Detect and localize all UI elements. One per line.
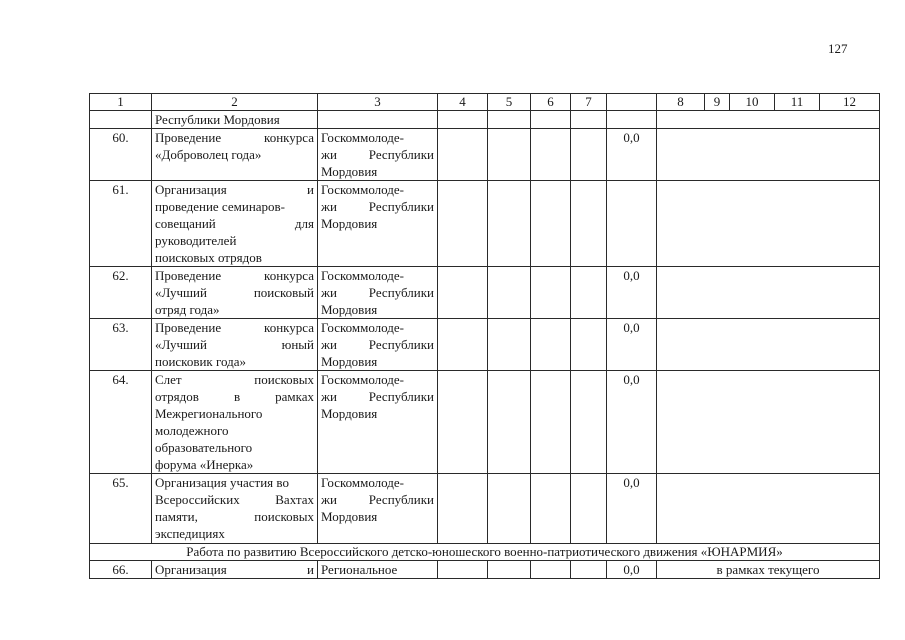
value-cell: 0,0 — [607, 267, 657, 319]
executor-line: Мордовия — [321, 509, 378, 524]
executor — [318, 181, 438, 267]
word: поисковых — [254, 372, 314, 387]
measure-name — [152, 371, 318, 474]
word: «Лучший — [155, 285, 207, 300]
executor-line: Госкоммолоде- — [321, 268, 404, 283]
measure-name-line: образовательного — [155, 440, 253, 455]
executor-line: Мордовия — [321, 164, 378, 179]
empty-cell — [488, 561, 531, 579]
measure-name — [152, 181, 318, 267]
executor-line: Госкоммолоде- — [321, 372, 404, 387]
header-cell: 8 — [657, 94, 705, 111]
header-cell: 10 — [730, 94, 775, 111]
empty-cell — [438, 319, 488, 371]
section-row — [90, 544, 880, 561]
continuation-row — [90, 111, 880, 129]
word: жи — [321, 285, 337, 300]
num-cell — [90, 111, 152, 129]
word: Республики — [368, 147, 434, 162]
word: Республики — [368, 389, 434, 404]
measure-name-line: форума «Инерка» — [155, 457, 254, 472]
table-row — [90, 129, 880, 181]
empty-cell — [438, 561, 488, 579]
word: Всероссийских — [155, 492, 240, 507]
word: Вахтах — [275, 492, 314, 507]
word: Республики — [368, 337, 434, 352]
executor-line: Госкоммолоде- — [321, 475, 404, 490]
executor-line: Мордовия — [321, 354, 378, 369]
empty-cell — [488, 319, 531, 371]
row-number: 61. — [90, 181, 152, 267]
measure-name-line — [155, 561, 314, 578]
table-row — [90, 181, 880, 267]
executor — [318, 129, 438, 181]
measure-name-line: отряд года» — [155, 302, 220, 317]
empty-cell — [531, 111, 571, 129]
empty-cell — [438, 129, 488, 181]
word: жи — [321, 199, 337, 214]
measure-name-line — [155, 181, 314, 198]
word: Слет — [155, 372, 182, 387]
empty-cell — [657, 267, 880, 319]
table-row — [90, 371, 880, 474]
value-cell: 0,0 — [607, 474, 657, 544]
empty-cell — [531, 371, 571, 474]
header-cell: 4 — [438, 94, 488, 111]
measure-name — [152, 267, 318, 319]
row-number: 65. — [90, 474, 152, 544]
word: Организация — [155, 182, 227, 197]
word: Проведение — [155, 130, 222, 145]
executor-line — [321, 336, 434, 353]
word: Организация — [155, 562, 227, 577]
value-cell — [607, 111, 657, 129]
value-cell: 0,0 — [607, 319, 657, 371]
row-number: 66. — [90, 561, 152, 579]
empty-cell — [531, 319, 571, 371]
header-cell: 9 — [705, 94, 730, 111]
note-cell: в рамках текущего — [657, 561, 880, 579]
word: совещаний — [155, 216, 216, 231]
measure-name-line: молодежного — [155, 423, 229, 438]
measure-name — [152, 561, 318, 579]
empty-cell — [657, 129, 880, 181]
header-cell: 11 — [775, 94, 820, 111]
executor-line — [321, 284, 434, 301]
empty-cell — [531, 474, 571, 544]
word: отрядов — [155, 389, 199, 404]
word: поисковых — [254, 509, 314, 524]
row-number: 62. — [90, 267, 152, 319]
measure-name-line: Организация участия во — [155, 475, 289, 490]
table-row — [90, 561, 880, 579]
empty-cell — [438, 371, 488, 474]
word: конкурса — [264, 268, 314, 283]
measure-name-line — [155, 215, 314, 232]
header-cell: 5 — [488, 94, 531, 111]
empty-cell — [438, 474, 488, 544]
word: юный — [281, 337, 314, 352]
empty-cell — [488, 111, 531, 129]
word: Проведение — [155, 320, 222, 335]
word: конкурса — [264, 320, 314, 335]
header-cell: 3 — [318, 94, 438, 111]
table-row — [90, 267, 880, 319]
word: в — [233, 389, 241, 404]
measure-name-line — [155, 371, 314, 388]
empty-cell — [657, 371, 880, 474]
measure-name — [152, 474, 318, 544]
word: памяти, — [155, 509, 198, 524]
executor — [318, 474, 438, 544]
executor-line — [321, 198, 434, 215]
word: поисковый — [253, 285, 314, 300]
measure-name-line — [155, 319, 314, 336]
empty-cell — [488, 181, 531, 267]
word: Проведение — [155, 268, 222, 283]
measure-name — [152, 129, 318, 181]
measure-name — [152, 319, 318, 371]
empty-cell — [488, 129, 531, 181]
empty-cell — [488, 371, 531, 474]
empty-cell — [571, 181, 607, 267]
header-cell: 1 — [90, 94, 152, 111]
empty-cell — [438, 267, 488, 319]
word: и — [307, 562, 314, 577]
empty-cell — [657, 111, 880, 129]
empty-cell — [571, 561, 607, 579]
header-cell — [607, 94, 657, 111]
value-cell: 0,0 — [607, 561, 657, 579]
measure-name-line: руководителей — [155, 233, 237, 248]
empty-cell — [657, 319, 880, 371]
executor-line: Мордовия — [321, 406, 378, 421]
executor: Региональное — [318, 561, 438, 579]
section-title: Работа по развитию Всероссийского детско-юношеского военно-патриотического движения «ЮНАРМИЯ» — [90, 544, 880, 561]
empty-cell — [571, 474, 607, 544]
empty-cell — [531, 267, 571, 319]
empty-cell — [531, 561, 571, 579]
empty-cell — [657, 181, 880, 267]
executor-cell — [318, 111, 438, 129]
measure-name-line — [155, 388, 314, 405]
empty-cell — [571, 267, 607, 319]
empty-cell — [438, 181, 488, 267]
continuation-text: Республики Мордовия — [152, 111, 318, 129]
word: Республики — [368, 199, 434, 214]
executor-line: Госкоммолоде- — [321, 130, 404, 145]
measure-name-line: «Доброволец года» — [155, 147, 262, 162]
program-table — [89, 93, 880, 579]
empty-cell — [488, 474, 531, 544]
value-cell: 0,0 — [607, 371, 657, 474]
executor-line: Мордовия — [321, 216, 378, 231]
word: Республики — [368, 285, 434, 300]
header-cell: 6 — [531, 94, 571, 111]
measure-name-line: проведение семинаров- — [155, 199, 286, 214]
executor-line: Мордовия — [321, 302, 378, 317]
empty-cell — [571, 129, 607, 181]
word: «Лучший — [155, 337, 207, 352]
value-cell — [607, 181, 657, 267]
header-row — [90, 94, 880, 111]
empty-cell — [438, 111, 488, 129]
word: для — [294, 216, 314, 231]
executor-line — [321, 388, 434, 405]
table-row — [90, 474, 880, 544]
word: жи — [321, 147, 337, 162]
measure-name-line: поисковик года» — [155, 354, 247, 369]
measure-name-line: поисковых отрядов — [155, 250, 262, 265]
executor-line — [321, 491, 434, 508]
row-number: 63. — [90, 319, 152, 371]
executor — [318, 371, 438, 474]
executor — [318, 319, 438, 371]
word: Республики — [368, 492, 434, 507]
measure-name-line — [155, 336, 314, 353]
header-cell: 7 — [571, 94, 607, 111]
empty-cell — [488, 267, 531, 319]
executor-line: Госкоммолоде- — [321, 320, 404, 335]
measure-name-line: Межрегионального — [155, 406, 263, 421]
empty-cell — [531, 129, 571, 181]
executor-line — [321, 146, 434, 163]
measure-name-line — [155, 129, 314, 146]
header-cell: 2 — [152, 94, 318, 111]
measure-name-line — [155, 508, 314, 525]
header-cell: 12 — [820, 94, 880, 111]
row-number: 64. — [90, 371, 152, 474]
row-number: 60. — [90, 129, 152, 181]
word: жи — [321, 337, 337, 352]
measure-name-line — [155, 284, 314, 301]
empty-cell — [657, 474, 880, 544]
page-number: 127 — [828, 41, 848, 56]
word: жи — [321, 492, 337, 507]
value-cell: 0,0 — [607, 129, 657, 181]
word: жи — [321, 389, 337, 404]
executor-line: Госкоммолоде- — [321, 182, 404, 197]
measure-name-line — [155, 491, 314, 508]
empty-cell — [571, 371, 607, 474]
measure-name-line: экспедициях — [155, 526, 225, 541]
empty-cell — [531, 181, 571, 267]
empty-cell — [571, 111, 607, 129]
word: рамках — [275, 389, 314, 404]
measure-name-line — [155, 267, 314, 284]
executor — [318, 267, 438, 319]
word: конкурса — [264, 130, 314, 145]
word: и — [307, 182, 314, 197]
table-row — [90, 319, 880, 371]
empty-cell — [571, 319, 607, 371]
